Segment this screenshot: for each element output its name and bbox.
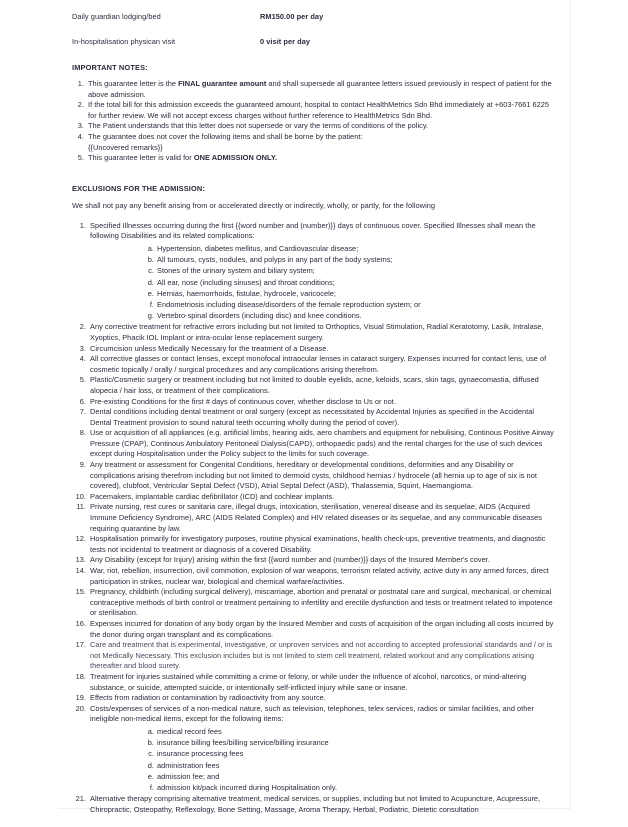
list-marker: 18. <box>75 671 86 681</box>
exclusions-lead: We shall not pay any benefit arising from or accelerated directly or indirectly, wholly, or partly, for the following <box>72 200 436 210</box>
exclusion-20-subitems <box>90 726 556 793</box>
list-marker: 1. <box>79 220 86 230</box>
subitem-text: admission kit/pack incurred during Hospitalisation only. <box>157 782 338 792</box>
list-marker: a. <box>147 243 154 253</box>
list-item <box>72 704 556 793</box>
list-item <box>72 397 556 408</box>
note-text-5: This guarantee letter is valid for ONE ADMISSION ONLY. <box>88 153 278 163</box>
benefit-label: Daily guardian lodging/bed <box>72 12 161 21</box>
list-item <box>146 265 556 276</box>
list-item <box>146 310 556 321</box>
exclusion-text-7: Dental conditions including dental treatment or oral surgery (except as necessitated by Accidental Injuries as specified in the Accidental Dental Treatment provision to sound natural teeth occurring wholly during the period of cover). <box>90 407 534 427</box>
note-text-3: The Patient understands that this letter does not supersede or vary the terms of conditions of the policy. <box>88 121 429 131</box>
list-marker: 14. <box>75 566 86 576</box>
exclusion-text-14: War, riot, rebellion, insurrection, civil commotion, explosion of war weapons, terrorism related activity, active duty in any armed forces, direct participation in strikes, nuclear war, biological and chemical warfare/activities. <box>90 566 549 586</box>
list-marker: e. <box>147 771 154 781</box>
list-marker: 4. <box>77 131 84 141</box>
exclusion-text-4: All corrective glasses or contact lenses, except monofocal intraocular lenses in cataract surgery. Expenses incurred for contact lens, use of cosmetic topically / orally / surgical procedures and any complications arising therefrom. <box>90 354 547 374</box>
exclusion-text-9: Any treatment or assessment for Congenital Conditions, hereditary or developmental conditions, deformities and any Disability or complications arising therefrom including but not limited to dermoid cysts, childhood hernias / hydrocele (all hernia up to age of six is not covered), clubfoot, Ventricular Septal Defect (VSD), Atrial Septal Defect (ASD), Thalassemia, Squint, Haemangioma. <box>90 460 537 491</box>
note-text-2: If the total bill for this admission exceeds the guaranteed amount, hospital to contact HealthMetrics Sdn Bhd immediately at +603-7661 6225 for further review. We will not accept excess charges without further reference to HealthMetrics Sdn Bhd. <box>88 100 550 120</box>
list-marker: 12. <box>75 534 86 544</box>
list-marker: 1. <box>77 79 84 88</box>
list-item <box>146 254 556 265</box>
list-marker: 19. <box>75 693 86 703</box>
exclusion-text-16: Expenses incurred for donation of any body organ by the Insured Member and costs of acquisition of the organ including all costs incurred by the donor during organ transplant and its complications. <box>90 618 554 639</box>
exclusion-text-17: Care and treatment that is experimental, investigative, or unproven services and not according to accepted professional standards and / or is not Medically Necessary. This exclusion includes but is not limited to stem cell treatment, related workout and any complications arising thereafter and blood surety. <box>90 640 553 671</box>
list-item <box>146 288 556 299</box>
list-item <box>72 375 556 396</box>
subitem-text: All ear, nose (including sinuses) and throat conditions; <box>157 277 335 287</box>
exclusion-text-10: Pacemakers, implantable cardiac defibrillator (ICD) and cochlear implants. <box>90 491 335 501</box>
list-item <box>146 782 556 793</box>
list-marker: g. <box>147 311 154 321</box>
list-marker: 7. <box>79 407 86 417</box>
list-item <box>72 587 556 619</box>
benefit-label: In-hospitalisation physican visit <box>72 37 176 46</box>
list-marker: b. <box>147 738 154 748</box>
list-marker: c. <box>148 266 154 276</box>
list-marker: 21. <box>75 794 86 804</box>
list-item <box>72 502 556 534</box>
exclusion-text-3: Circumcision unless Medically Necessary for the treatment of a Disease. <box>90 343 329 353</box>
exclusion-text-19: Effects from radiation or contamination by radioactivity from any source. <box>90 693 326 703</box>
list-marker: 8. <box>79 428 86 438</box>
list-item <box>72 672 556 693</box>
list-marker: 6. <box>79 396 86 406</box>
list-item <box>72 460 556 492</box>
list-item <box>146 726 556 737</box>
subitem-text: Hypertension, diabetes mellitus, and Cardiovascular disease; <box>157 243 359 253</box>
list-item <box>72 322 556 343</box>
list-item <box>72 428 556 460</box>
subitem-text: Endometriosis including disease/disorders of the female reproduction system; or <box>157 299 421 309</box>
benefit-row <box>72 11 556 22</box>
list-item <box>72 492 556 503</box>
exclusion-1-subitems <box>90 243 556 321</box>
list-marker: d. <box>147 277 154 287</box>
list-item <box>72 534 556 555</box>
list-marker: a. <box>147 726 154 736</box>
exclusions-heading: EXCLUSIONS FOR THE ADMISSION: <box>72 183 206 193</box>
list-item <box>72 153 556 164</box>
list-marker: 5. <box>77 153 84 163</box>
list-marker: 3. <box>77 121 84 131</box>
subitem-text: medical record fees <box>157 726 222 736</box>
benefit-value: RM150.00 per day <box>260 12 324 21</box>
note-text-1: This guarantee letter is the FINAL guarantee amount and shall supersede all guarantee letters issued previously in respect of patient for the above admission. <box>88 79 552 99</box>
exclusion-text-20: Costs/expenses of services of a non-medical nature, such as television, telephones, telex services, radios or similar facilities, and other ineligible non-medical items, except for the following items: <box>90 703 534 724</box>
list-item <box>72 555 556 566</box>
list-item <box>72 132 556 153</box>
list-marker: c. <box>148 749 154 759</box>
exclusion-text-2: Any corrective treatment for refractive errors including but not limited to Orthoptics, Visual Stimulation, Radial Keratotomy, Lasik, Intralase, Xyoptics, Phacik IOL Implant or intra-ocular lense replacement surgery. <box>90 322 544 342</box>
list-item <box>146 748 556 759</box>
subitem-text: All tumours, cysts, nodules, and polyps in any part of the body systems; <box>157 255 393 265</box>
exclusion-text-8: Use or acquisition of all appliances (e.g. artificial limbs, hearing aids, aero chambers and equipment for nebulising, Continous Positive Airway Pressure (CPAP), Continous Ambulatory Peritoneal Dialysis(CAPD), orthopaedic pads) and the rental charges for the use of such devices except during Hospitalisation under the Policy subject to the limits for such coverage. <box>90 428 554 459</box>
exclusion-text-5: Plastic/Cosmetic surgery or treatment including but not limited to double eyelids, acne, keloids, scars, skin tags, gynaecomastia, diffused alopecia / hair loss, or treatment of their complications. <box>90 375 539 395</box>
exclusion-text-13: Any Disability (except for Injury) arising within the first {{word number and (number)}} days of the Insured Member's cover. <box>90 555 490 565</box>
important-notes-heading: IMPORTANT NOTES: <box>72 63 148 72</box>
exclusion-text-6: Pre-existing Conditions for the first # days of continuous cover, whether disclose to Us or not. <box>90 396 396 406</box>
exclusion-text-21: Alternative therapy comprising alternative treatment, medical services, or supplies, including but not limited to Acupuncture, Acupressure, Chiropractic, Osteopathy, Reflexology, Bone Setting, Massage, Aroma Therapy, Herbal, Podiatric, Dietetic consultation <box>90 794 541 814</box>
list-marker: 11. <box>76 502 86 512</box>
note-emphasis: FINAL guarantee amount <box>178 79 267 88</box>
list-item <box>72 354 556 375</box>
list-item <box>146 771 556 782</box>
list-item <box>72 693 556 704</box>
list-item <box>72 619 556 640</box>
list-item <box>72 100 556 121</box>
subitem-text: Vertebro-spinal disorders (including disc) and knee conditions. <box>157 311 362 321</box>
list-marker: b. <box>147 255 154 265</box>
list-marker: 2. <box>79 322 86 332</box>
list-item <box>146 760 556 771</box>
list-marker: d. <box>147 760 154 770</box>
list-marker: 17. <box>75 640 86 650</box>
list-marker: 3. <box>79 343 86 353</box>
list-item <box>72 566 556 587</box>
list-item <box>146 243 556 254</box>
list-item <box>72 79 556 100</box>
list-marker: 20. <box>75 703 86 713</box>
list-marker: 15. <box>75 587 86 597</box>
list-marker: f. <box>149 782 154 792</box>
exclusion-text-11: Private nursing, rest cures or sanitaria care, illegal drugs, intoxication, sterilisation, venereal disease and its sequelae, AIDS (Acquired Immune Deficiency Syndrome), ARC (AIDS Related Complex) and HIV related diseases or its sequelae, and any communicable diseases requiring quarantine by law. <box>90 502 542 533</box>
list-item <box>146 299 556 310</box>
list-marker: 4. <box>79 354 86 364</box>
uncovered-remarks-placeholder: {{Uncovered remarks}} <box>88 142 163 152</box>
subitem-text: Stones of the urinary system and biliary system; <box>157 266 315 276</box>
exclusion-text-1: Specified Illnesses occurring during the first {{word number and (number)}} days of continuous cover. Specified Illnesses shall mean the following Disabilities and its related complications: <box>90 220 536 241</box>
list-marker: f. <box>149 299 154 309</box>
list-item <box>72 121 556 132</box>
benefit-value: 0 visit per day <box>260 37 311 46</box>
list-item <box>146 737 556 748</box>
subitem-text: Hernias, haemorrhoids, fistulae, hydrocele, varicocele; <box>157 288 336 298</box>
exclusion-text-18: Treatment for injuries sustained while committing a crime or felony, or while under the influence of alcohol, narcotics, or mind-altering substance, or suicide, attempted suicide, or intentionally self-inflicted injury while sane or insane. <box>90 671 527 692</box>
benefit-row <box>72 36 556 47</box>
subitem-text: administration fees <box>157 760 220 770</box>
page-right-rule <box>570 0 571 809</box>
list-marker: 9. <box>79 460 86 470</box>
list-item <box>72 794 556 815</box>
note-text-4: The guarantee does not cover the following items and shall be borne by the patient: <box>88 131 363 141</box>
list-item <box>72 640 556 672</box>
exclusions-list <box>72 221 556 816</box>
list-marker: 2. <box>77 100 84 110</box>
list-item <box>72 407 556 428</box>
list-item <box>72 344 556 355</box>
list-marker: 10. <box>75 491 86 501</box>
list-marker: 5. <box>79 375 86 385</box>
subitem-text: insurance billing fees/billing service/billing insurance <box>157 738 329 748</box>
exclusion-text-12: Hospitalisation primarily for investigatory purposes, routine physical examinations, health check-ups, preventive treatments, and diagnostic tests not incidental to treatment or diagnosis of a covered Disability. <box>90 534 546 554</box>
list-marker: e. <box>147 288 154 298</box>
important-notes-list <box>72 79 556 164</box>
note-emphasis: ONE ADMISSION ONLY. <box>193 153 278 163</box>
subitem-text: insurance processing fees <box>157 749 244 759</box>
list-item <box>72 221 556 322</box>
list-marker: 16. <box>75 618 86 628</box>
list-marker: 13. <box>75 555 86 565</box>
list-item <box>146 277 556 288</box>
subitem-text: admission fee; and <box>157 771 220 781</box>
exclusion-text-15: Pregnancy, childbirth (including surgical delivery), miscarriage, abortion and prenatal or postnatal care and surgical, mechanical, or chemical contraceptive methods of birth control or treatment pertaining to infertility and erectile dysfunction and tests or treatment related to impotence or sterilisation. <box>90 587 553 618</box>
